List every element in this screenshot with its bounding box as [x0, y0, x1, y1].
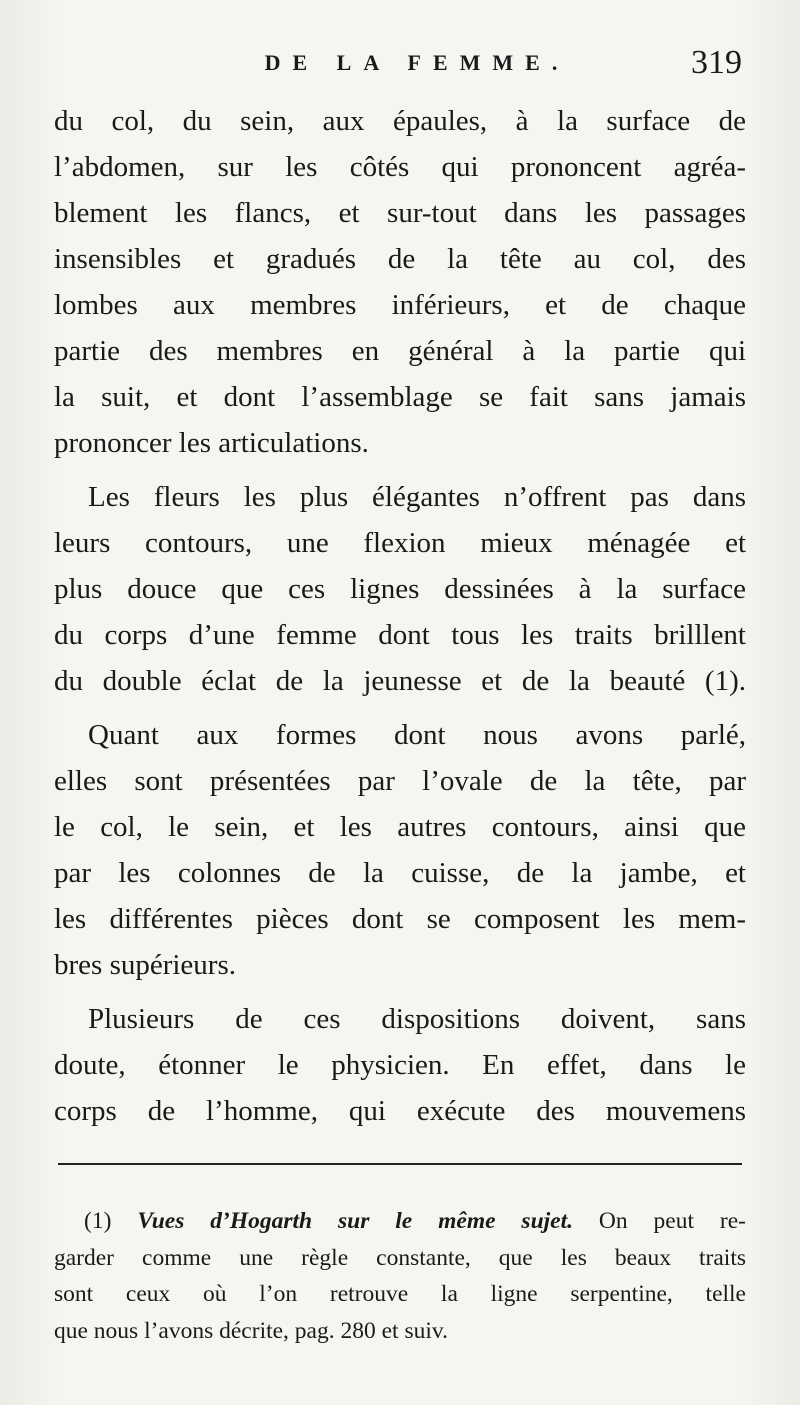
text-line: doute, étonner le physicien. En effet, dans le [54, 1049, 746, 1081]
footnote-text: On peut re- [598, 1208, 746, 1234]
footnote-reference: Vues d’Hogarth sur le même sujet. [137, 1208, 574, 1234]
text-line: plus douce que ces lignes dessinées à la surface [54, 573, 746, 605]
text-line: blement les flancs, et sur-tout dans les passages [54, 197, 746, 229]
footnote-marker: (1) [84, 1208, 112, 1234]
paragraph [54, 712, 746, 988]
text-line: la suit, et dont l’assemblage se fait sans jamais [54, 381, 746, 413]
text-line: par les colonnes de la cuisse, de la jambe, et [54, 857, 746, 889]
text-line: du col, du sein, aux épaules, à la surface de [54, 105, 746, 137]
text-line: corps de l’homme, qui exécute des mouvemens [54, 1095, 746, 1127]
page-number: 319 [691, 44, 742, 81]
text-line: les différentes pièces dont se composent les mem- [54, 903, 746, 935]
footnote-rule [58, 1163, 742, 1165]
text-line: lombes aux membres inférieurs, et de chaque [54, 289, 746, 321]
text-line: insensibles et gradués de la tête au col, des [54, 243, 746, 275]
footnote-line [54, 1203, 746, 1240]
running-title: DE LA FEMME. [264, 50, 570, 75]
text-line: elles sont présentées par l’ovale de la tête, par [54, 765, 746, 797]
body-text [54, 98, 746, 1134]
text-line: prononcer les articulations. [54, 427, 369, 459]
text-line: Plusieurs de ces dispositions doivent, sans [88, 1003, 746, 1035]
paragraph [54, 474, 746, 704]
footnote-line: garder comme une règle constante, que les beaux traits [54, 1244, 746, 1271]
text-line: Les fleurs les plus élégantes n’offrent pas dans [88, 481, 746, 513]
text-line: leurs contours, une flexion mieux ménagée et [54, 527, 746, 559]
footnote-line: sont ceux où l’on retrouve la ligne serpentine, telle [54, 1281, 746, 1307]
footnote [54, 1203, 746, 1349]
text-line: Quant aux formes dont nous avons parlé, [88, 719, 746, 751]
text-line: bres supérieurs. [54, 949, 237, 981]
footnote-line: que nous l’avons décrite, pag. 280 et suiv. [54, 1317, 448, 1344]
paragraph [54, 98, 746, 466]
paragraph [54, 996, 746, 1134]
text-line: le col, le sein, et les autres contours, ainsi que [54, 811, 746, 843]
text-line: l’abdomen, sur les côtés qui prononcent agréa- [54, 151, 746, 183]
text-line: partie des membres en général à la partie qui [54, 335, 746, 367]
text-line: du corps d’une femme dont tous les traits brilllent [54, 619, 746, 651]
text-line: du double éclat de la jeunesse et de la beauté (1). [54, 665, 746, 697]
page-header [52, 44, 742, 94]
